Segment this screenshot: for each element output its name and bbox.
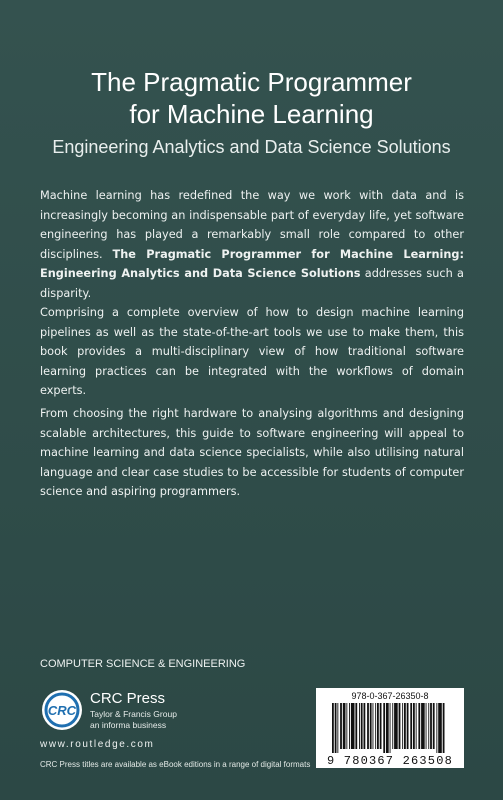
barcode-bar (375, 703, 376, 749)
barcode-bar (343, 703, 346, 749)
barcode-bar (418, 703, 420, 749)
barcode-bar (377, 703, 379, 749)
barcode-bar (349, 703, 350, 749)
barcode-bar (421, 703, 425, 749)
barcode-bar (355, 703, 357, 749)
barcode-panel (316, 688, 464, 768)
title-line-1: The Pragmatic Programmer (91, 67, 412, 97)
barcode-bar (404, 703, 406, 749)
barcode-bar (364, 703, 366, 749)
barcode-bar (386, 703, 389, 753)
logo-lettering: CRC (47, 703, 77, 718)
barcode-bar (359, 703, 360, 749)
barcode-bar (428, 703, 429, 749)
book-subtitle: Engineering Analytics and Data Science Solutions (52, 137, 451, 157)
barcode-bar (367, 703, 369, 749)
description-paragraph-3: From choosing the right hardware to analysing algorithms and designing scalable architectures, this guide to software engineering will appeal to machine learning and data science specialists, while also utilising natural language and clear case studies to be accessible for students of computer science and aspiring programmers. (40, 407, 464, 499)
barcode-bar (392, 703, 393, 749)
description-paragraph-2: Comprising a complete overview of how to design machine learning pipelines as well as the state-of-the-art tools we use to make them, this book provides a multi-disciplinary view of how traditional software learning practices can be integrated with the workflows of domain experts. (40, 306, 464, 398)
title-line-2: for Machine Learning (129, 99, 374, 129)
barcode-bar (373, 703, 374, 749)
barcode-bar (433, 703, 435, 749)
isbn-barcode-icon (330, 703, 450, 753)
publisher-group: Taylor & Francis Group (90, 709, 177, 719)
barcode-bar (426, 703, 427, 749)
barcode-bar (361, 703, 363, 749)
barcode-bar (438, 703, 442, 753)
isbn-label: 978-0-367-26350-8 (351, 691, 429, 701)
paragraph-1-bold-title: The Pragmatic Programmer for Machine Learning: Engineering Analytics and Data Science Solutions (40, 247, 464, 281)
ebook-note: CRC Press titles are available as eBook editions in a range of digital formats (40, 760, 311, 769)
barcode-bar (340, 703, 342, 749)
subject-category: COMPUTER SCIENCE & ENGINEERING (40, 658, 246, 670)
publisher-tagline: an informa business (90, 720, 167, 730)
barcode-bar (416, 703, 417, 749)
barcode-bar (443, 703, 445, 753)
barcode-bar (394, 703, 398, 749)
barcode-bar (346, 703, 347, 749)
book-title (0, 66, 503, 130)
barcode-bar (413, 703, 415, 749)
barcode-bar (410, 703, 412, 749)
publisher-block (40, 688, 290, 738)
barcode-bar (332, 703, 334, 753)
crc-press-logo-icon (40, 688, 84, 732)
isbn-digits: 9 780367 263508 (326, 754, 454, 768)
barcode-bar (407, 703, 409, 749)
publisher-website[interactable]: www.routledge.com (40, 739, 155, 750)
barcode-bar (430, 703, 432, 749)
paragraph-1-text: Machine learning has redefined the way we work with data and is increasingly becoming an indispensable part of everyday life, yet software engineering has played a remarkably small role compared to other disciplines. (40, 189, 464, 261)
publisher-name: CRC Press (90, 690, 166, 707)
barcode-bar (335, 703, 337, 753)
barcode-bar (380, 703, 382, 749)
barcode-bar (351, 703, 355, 749)
barcode-bar (337, 703, 338, 753)
barcode-bar (399, 703, 401, 749)
barcode-bar (436, 703, 437, 753)
barcode-bar (370, 703, 372, 749)
paragraph-1-end: addresses such a disparity. (40, 267, 464, 300)
barcode-bar (383, 703, 385, 753)
description-paragraph-1 (40, 186, 464, 304)
barcode-bar (402, 703, 403, 749)
barcode-bar (390, 703, 391, 753)
